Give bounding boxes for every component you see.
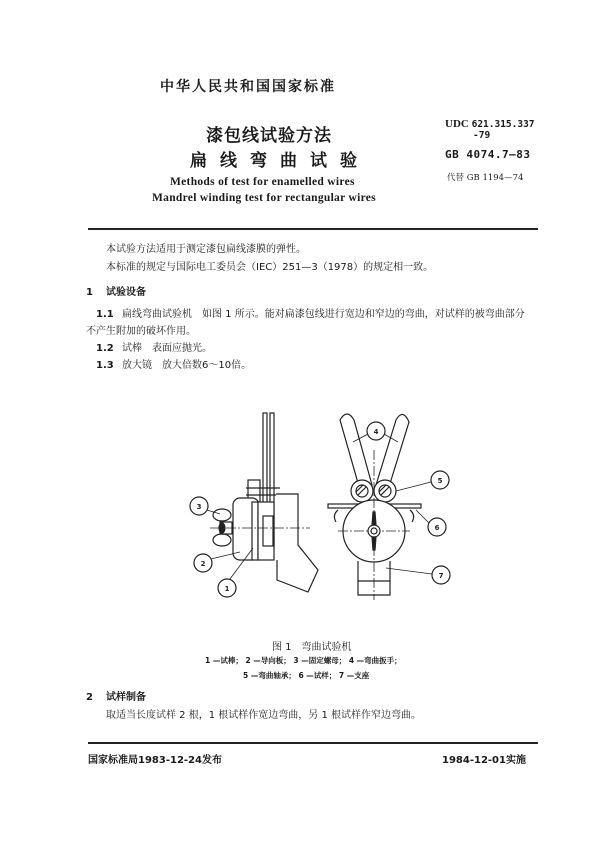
section-2-heading (86, 688, 146, 703)
section-2-number: 2 (86, 692, 93, 703)
figure-side-view (170, 380, 330, 600)
item-number: 1.3 (96, 360, 114, 371)
replaces-note: 代替 GB 1194—74 (447, 173, 524, 183)
callout-6: 6 (434, 524, 440, 532)
effective-date: 1984-12-01实施 (442, 755, 526, 766)
title-cn-line1: 漆包线试验方法 (206, 126, 332, 146)
figure-title: 图 1 弯曲试验机 (272, 642, 352, 653)
figure-legend-line1: 1 —试棒； 2 —导向板； 3 —固定螺母； 4 —弯曲扳手； (205, 656, 402, 665)
item-1-2 (96, 339, 212, 354)
title-en-line2: Mandrel winding test for rectangular wires (152, 192, 376, 204)
item-text: 试棒 表面应抛光。 (122, 343, 212, 354)
title-cn-line2: 扁线弯曲试验 (190, 151, 370, 171)
footer-divider (88, 742, 538, 744)
udc-suffix: -79 (473, 130, 491, 141)
item-text: 放大镜 放大倍数6～10倍。 (122, 360, 252, 371)
section-1-number: 1 (86, 287, 93, 298)
intro-paragraph-1: 本试验方法适用于测定漆包扁线漆膜的弹性。 (106, 244, 306, 255)
title-en-line1: Methods of test for enamelled wires (170, 176, 355, 188)
section-1-heading (86, 283, 146, 298)
item-1-1-continued: 不产生附加的破坏作用。 (86, 326, 196, 337)
udc-code (445, 118, 535, 130)
callout-3: 3 (196, 503, 202, 511)
callout-2: 2 (200, 560, 206, 568)
udc-label: UDC (445, 118, 469, 130)
callout-1: 1 (224, 585, 230, 593)
item-text: 扁线弯曲试验机 如图 1 所示。能对扁漆包线进行宽边和窄边的弯曲，对试样的被弯曲部分 (122, 309, 525, 320)
udc-number: 621.315.337 (471, 119, 535, 130)
callout-4: 4 (373, 428, 379, 436)
item-1-3 (96, 356, 251, 371)
issued-date: 国家标准局1983-12-24发布 (88, 755, 222, 766)
national-standard-label: 中华人民共和国国家标准 (160, 79, 336, 95)
item-1-1 (96, 305, 525, 320)
section-2-text: 取适当长度试样 2 根，1 根试样作宽边弯曲，另 1 根试样作窄边弯曲。 (106, 710, 421, 721)
callout-7: 7 (438, 572, 444, 580)
item-number: 1.2 (96, 343, 114, 354)
item-number: 1.1 (96, 309, 114, 320)
section-1-title: 试验设备 (106, 287, 146, 298)
callout-5: 5 (437, 477, 443, 485)
figure-front-view (310, 400, 470, 600)
section-2-title: 试样制备 (106, 692, 146, 703)
gb-code: GB 4074.7—83 (445, 148, 531, 161)
intro-paragraph-2: 本标准的规定与国际电工委员会（IEC）251—3（1978）的规定相一致。 (106, 262, 434, 273)
figure-legend-line2: 5 —弯曲轴承； 6 —试样； 7 —支座 (243, 671, 370, 680)
header-divider (88, 228, 538, 230)
